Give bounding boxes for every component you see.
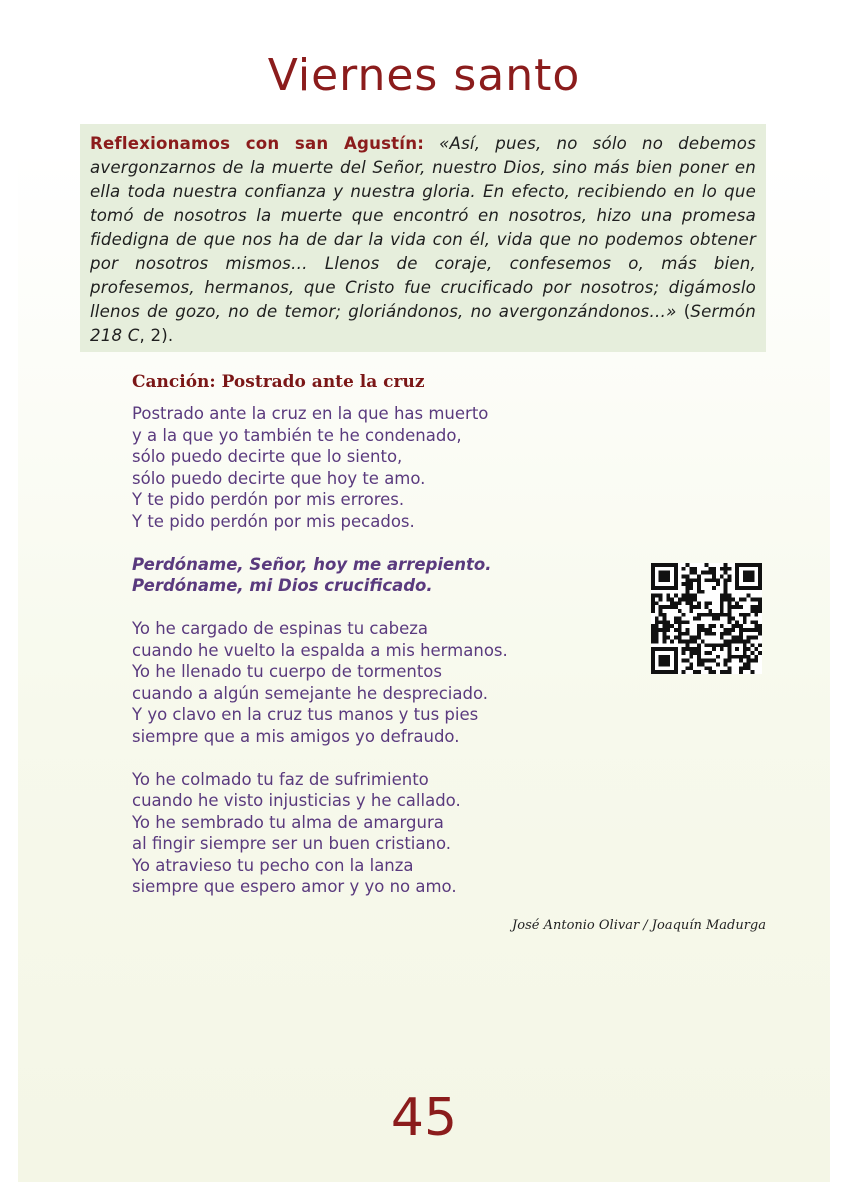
citation-work: Sermón 218 C [90, 302, 756, 345]
citation-open: ( [676, 302, 691, 321]
lyric-line: sólo puedo decirte que lo siento, [132, 447, 403, 466]
chorus-line: Perdóname, Señor, hoy me arrepiento. [132, 554, 492, 574]
lyric-line: cuando he vuelto la espalda a mis hermanos. [132, 640, 508, 660]
stanza-3 [132, 769, 612, 898]
song-lyrics [132, 403, 612, 919]
page-number: 45 [390, 1088, 458, 1148]
reflection-box [80, 124, 766, 352]
lyric-line: Yo he sembrado tu alma de amargura [132, 812, 444, 832]
lyric-line: siempre que a mis amigos yo defraudo. [132, 726, 460, 746]
song-credit: José Antonio Olivar / Joaquín Madurga [512, 918, 766, 933]
lyric-line: Yo atravieso tu pecho con la lanza [132, 855, 414, 875]
chorus [132, 554, 612, 597]
lyric-line: Y yo clavo en la cruz tus manos y tus pies [132, 705, 479, 724]
lyric-line: cuando he visto injusticias y he callado. [132, 791, 461, 810]
qr-code-icon[interactable] [651, 563, 762, 674]
citation-close: , 2). [139, 326, 174, 345]
lyric-line: siempre que espero amor y yo no amo. [132, 877, 457, 896]
lyric-line: Yo he cargado de espinas tu cabeza [132, 619, 428, 638]
page-title: Viernes santo [267, 50, 581, 101]
reflection-lead: Reflexionamos con san Agustín: [90, 134, 425, 153]
lyric-line: sólo puedo decirte que hoy te amo. [132, 468, 426, 488]
lyric-line: Y te pido perdón por mis pecados. [132, 511, 415, 531]
song-title: Canción: Postrado ante la cruz [132, 372, 425, 392]
stanza-2 [132, 618, 612, 747]
reflection-quote: «Así, pues, no sólo no debemos avergonzarnos de la muerte del Señor, nuestro Dios, sino más bien poner en ella toda nuestra confianza y nuestra gloria. En efecto, recibiendo en lo que tomó de nosotros la muerte que encontró en nosotros, hizo una promesa fidedigna de que nos ha de dar la vida con él, vida que no podemos obtener por nosotros mismos… Llenos de coraje, confesemos o, más bien, profesemos, hermanos, que Cristo fue crucificado por nosotros; digámoslo llenos de gozo, no de temor; gloriándonos, no avergonzándonos…» [90, 134, 757, 321]
stanza-1 [132, 403, 612, 532]
lyric-line: y a la que yo también te he condenado, [132, 425, 462, 445]
lyric-line: Yo he llenado tu cuerpo de tormentos [132, 662, 443, 681]
lyric-line: Postrado ante la cruz en la que has muerto [132, 404, 489, 423]
chorus-line: Perdóname, mi Dios crucificado. [132, 576, 433, 595]
lyric-line: Yo he colmado tu faz de sufrimiento [132, 769, 429, 789]
lyric-line: Y te pido perdón por mis errores. [132, 490, 405, 509]
lyric-line: al fingir siempre ser un buen cristiano. [132, 834, 452, 853]
lyric-line: cuando a algún semejante he despreciado. [132, 683, 488, 703]
